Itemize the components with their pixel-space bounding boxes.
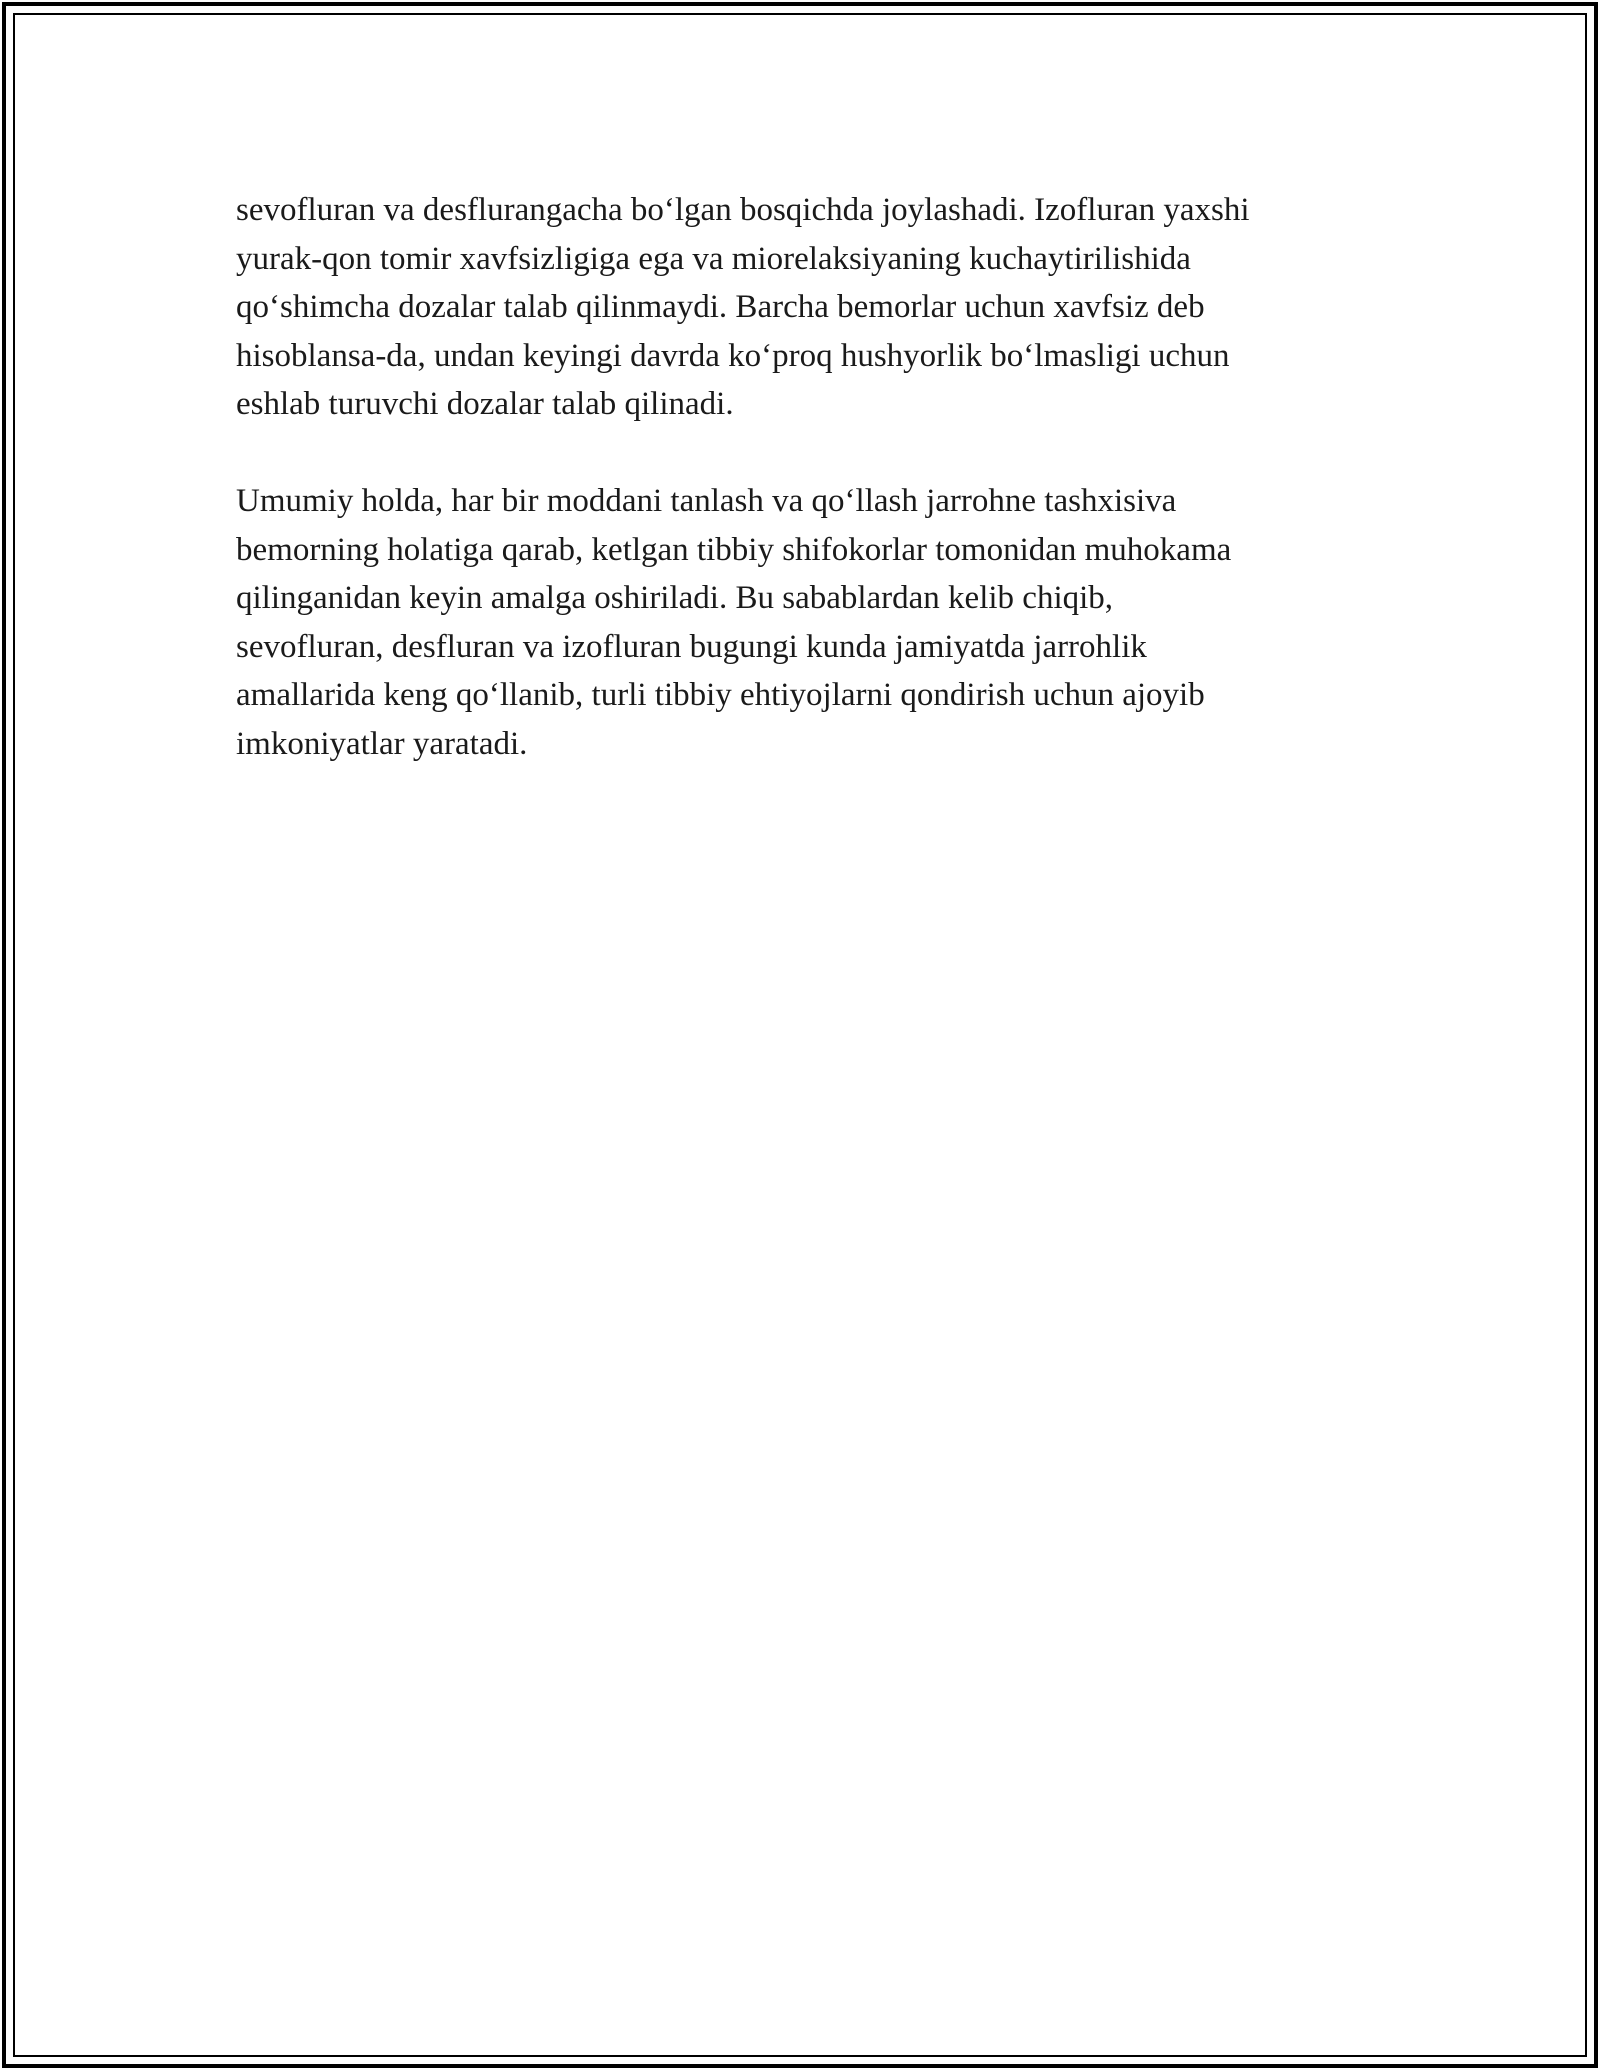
paragraph-line: yurak-qon tomir xavfsizligiga ega va miorelaksiyaning kuchaytirilishida <box>236 240 1191 277</box>
paragraph-2 <box>236 477 1366 768</box>
paragraph-line: hisoblansa-da, undan keyingi davrda ko‘proq hushyorlik bo‘lmasligi uchun <box>236 337 1230 374</box>
paragraph-line: qilinganidan keyin amalga oshiriladi. Bu sabablardan kelib chiqib, <box>236 580 1114 616</box>
paragraph-spacer <box>236 429 1366 478</box>
paragraph-line: imkoniyatlar yaratadi. <box>236 725 528 762</box>
paragraph-line: sevofluran, desfluran va izofluran bugungi kunda jamiyatda jarrohlik <box>236 628 1147 665</box>
document-body <box>236 186 1366 768</box>
paragraph-1 <box>236 186 1366 429</box>
paragraph-line: qo‘shimcha dozalar talab qilinmaydi. Barcha bemorlar uchun xavfsiz deb <box>236 289 1205 325</box>
paragraph-line: bemorning holatiga qarab, ketlgan tibbiy shifokorlar tomonidan muhokama <box>236 531 1232 568</box>
paragraph-line: amallarida keng qo‘llanib, turli tibbiy ehtiyojlarni qondirish uchun ajoyib <box>236 677 1205 713</box>
paragraph-line: sevofluran va desflurangacha bo‘lgan bosqichda joylashadi. Izofluran yaxshi <box>236 192 1250 228</box>
paragraph-line: Umumiy holda, har bir moddani tanlash va qo‘llash jarrohne tashxisiva <box>236 483 1177 519</box>
paragraph-line: eshlab turuvchi dozalar talab qilinadi. <box>236 386 734 422</box>
